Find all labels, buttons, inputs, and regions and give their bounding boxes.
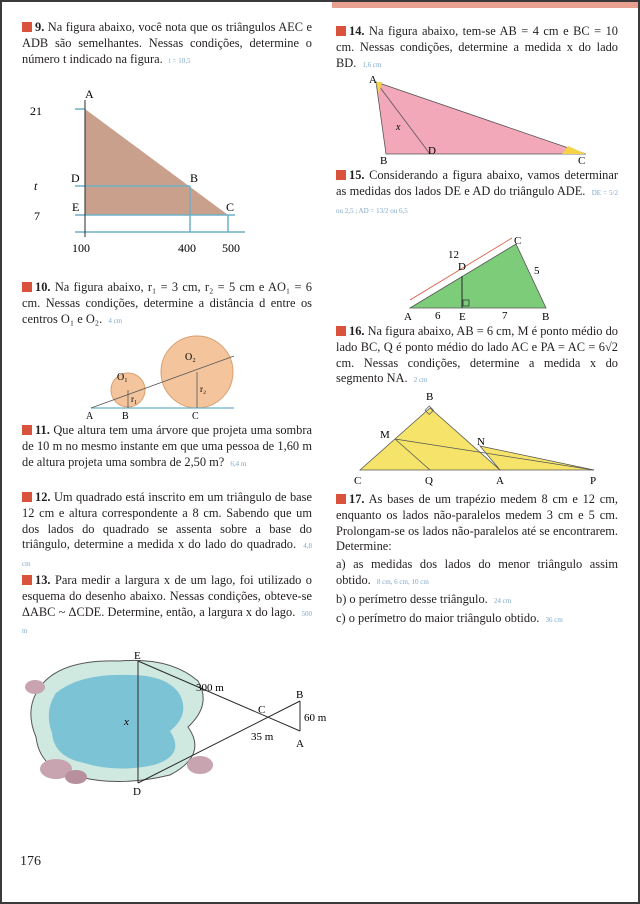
rock bbox=[187, 756, 213, 774]
exercise-item: a) as medidas dos lados do menor triângulo assim obtido. 8 cm, 6 cm, 10 cm bbox=[336, 557, 618, 587]
svg-text:A: A bbox=[296, 738, 304, 750]
answer-note: t = 10,5 bbox=[168, 56, 191, 65]
answer-note: 6,4 m bbox=[230, 459, 247, 468]
svg-text:O₂: O₂ bbox=[185, 352, 196, 363]
answer-note: 1,6 cm bbox=[362, 60, 382, 69]
exercise-marker-icon bbox=[336, 494, 346, 504]
exercise-15 bbox=[336, 168, 618, 219]
figure-14-triangle bbox=[362, 72, 602, 167]
svg-text:N: N bbox=[477, 436, 485, 448]
svg-text:t: t bbox=[34, 179, 38, 193]
answer-note: 2 cm bbox=[413, 376, 428, 385]
figure-13-lake bbox=[20, 647, 350, 797]
exercise-text: Considerando a figura abaixo, vamos determinar as medidas dos lados DE e AD do triângulo ADE. bbox=[336, 168, 618, 198]
exercise-11 bbox=[22, 423, 312, 472]
figure-9-graph bbox=[20, 82, 280, 262]
exercise-text: As bases de um trapézio medem 8 cm e 12 cm, enquanto os lados não-paralelos medem 3 cm e 5 cm. Prolongam-se os lados não-paralelos até se encontrarem. Determine: bbox=[336, 492, 618, 554]
svg-text:Q: Q bbox=[425, 475, 433, 486]
svg-text:B: B bbox=[122, 411, 129, 420]
svg-text:5: 5 bbox=[534, 265, 540, 277]
svg-text:B: B bbox=[380, 155, 388, 167]
svg-text:60 m: 60 m bbox=[304, 712, 327, 724]
page-number: 176 bbox=[20, 854, 41, 869]
svg-text:C: C bbox=[578, 155, 586, 167]
exercise-number: 16. bbox=[349, 324, 365, 338]
svg-text:A: A bbox=[85, 87, 94, 101]
svg-text:E: E bbox=[134, 650, 141, 662]
svg-text:P: P bbox=[590, 475, 597, 486]
triangle-abc bbox=[376, 82, 586, 154]
svg-text:B: B bbox=[190, 171, 199, 185]
svg-text:B: B bbox=[542, 311, 550, 322]
svg-text:D: D bbox=[71, 171, 80, 185]
svg-text:C: C bbox=[514, 235, 522, 247]
header-band bbox=[332, 2, 640, 8]
svg-text:A: A bbox=[369, 74, 377, 86]
svg-text:100: 100 bbox=[72, 241, 90, 255]
exercise-text: Na figura abaixo, r₁ = 3 cm, r₂ = 5 cm e AO₁ = 6 cm. Nessas condições, determine a distância d entre os centros O₁ e O₂. bbox=[22, 280, 312, 326]
exercise-text: Um quadrado está inscrito em um triângulo de base 12 cm e altura correspondente a 8 cm. Sabendo que um dos lados do quadrado se assenta sobre a base do triângulo, determine a medida x do lado do quadrado. bbox=[22, 490, 312, 552]
answer-note: 4 cm bbox=[108, 316, 123, 325]
svg-text:A: A bbox=[496, 475, 504, 486]
exercise-marker-icon bbox=[336, 170, 346, 180]
exercise-text: Na figura abaixo, tem-se AB = 4 cm e BC = 10 cm. Nessas condições, determine a medida x do lado BD. bbox=[336, 24, 618, 70]
lake-water bbox=[49, 675, 184, 769]
svg-text:x: x bbox=[396, 122, 401, 133]
svg-text:6: 6 bbox=[435, 310, 441, 322]
exercise-marker-icon bbox=[22, 575, 32, 585]
exercise-14 bbox=[336, 24, 618, 73]
figure-10-circles bbox=[82, 322, 252, 420]
exercise-number: 12. bbox=[35, 490, 51, 504]
svg-text:r₁: r₁ bbox=[131, 394, 138, 404]
svg-text:400: 400 bbox=[178, 241, 196, 255]
exercise-number: 10. bbox=[35, 280, 51, 294]
exercise-marker-icon bbox=[336, 26, 346, 36]
exercise-16 bbox=[336, 324, 618, 389]
exercise-marker-icon bbox=[336, 326, 346, 336]
exercise-13 bbox=[22, 573, 312, 640]
exercise-items bbox=[336, 557, 618, 628]
rock bbox=[25, 680, 45, 694]
figure-16-triangle bbox=[350, 386, 610, 486]
exercise-marker-icon bbox=[22, 492, 32, 502]
rock bbox=[65, 770, 87, 784]
svg-text:12: 12 bbox=[448, 249, 459, 261]
exercise-number: 14. bbox=[349, 24, 365, 38]
svg-text:21: 21 bbox=[30, 104, 42, 118]
svg-text:D: D bbox=[458, 261, 466, 273]
svg-text:A: A bbox=[404, 311, 412, 322]
exercise-marker-icon bbox=[22, 22, 32, 32]
svg-text:C: C bbox=[192, 411, 199, 420]
answer-note: 4,8 cm bbox=[22, 542, 312, 569]
svg-text:D: D bbox=[428, 145, 436, 157]
exercise-number: 9. bbox=[35, 20, 45, 34]
svg-text:x: x bbox=[124, 716, 129, 728]
svg-text:35 m: 35 m bbox=[251, 731, 274, 743]
svg-text:7: 7 bbox=[502, 310, 508, 322]
answer-note: DE = 5/2 ou 2,5 ; AD = 13/2 ou 6,5 bbox=[336, 188, 618, 215]
exercise-text: Que altura tem uma árvore que projeta uma sombra de 10 m no mesmo instante em que uma pessoa de 1,60 m de altura projeta uma sombra de 2,50 m? bbox=[22, 423, 312, 469]
exercise-number: 17. bbox=[349, 492, 365, 506]
svg-text:7: 7 bbox=[34, 209, 40, 223]
exercise-item: b) o perímetro desse triângulo. 24 cm bbox=[336, 591, 512, 606]
svg-text:B: B bbox=[296, 689, 304, 701]
svg-text:C: C bbox=[354, 475, 362, 486]
exercise-marker-icon bbox=[22, 282, 32, 292]
exercise-marker-icon bbox=[22, 425, 32, 435]
svg-text:C: C bbox=[226, 200, 235, 214]
exercise-number: 13. bbox=[35, 573, 51, 587]
svg-text:A: A bbox=[86, 411, 94, 420]
svg-text:B: B bbox=[426, 391, 434, 403]
exercise-text: Para medir a largura x de um lago, foi utilizado o esquema do desenho abaixo. Nessas condições, obteve-se ΔABC ~ ΔCDE. Determine, então, a largura x do lago. bbox=[22, 573, 312, 619]
svg-text:C: C bbox=[258, 704, 266, 716]
exercise-item: c) o perímetro do maior triângulo obtido. 36 cm bbox=[336, 610, 563, 625]
svg-text:D: D bbox=[133, 786, 141, 797]
svg-text:300 m: 300 m bbox=[196, 682, 224, 694]
figure-15-triangle bbox=[402, 230, 562, 322]
svg-text:M: M bbox=[380, 429, 390, 441]
exercise-text: Na figura abaixo, AB = 6 cm, M é ponto médio do lado BC, Q é ponto médio do lado AC e PA = AC = 6√2 cm. Nessas condições, determine a medida x do segmento NA. bbox=[336, 324, 618, 386]
svg-text:E: E bbox=[72, 200, 80, 214]
exercise-9 bbox=[22, 20, 312, 69]
svg-text:500: 500 bbox=[222, 241, 240, 255]
triangle-aec bbox=[85, 109, 228, 215]
exercise-text: Na figura abaixo, você nota que os triângulos AEC e ADB são semelhantes. Nessas condições, determine o número t indicado na figura. bbox=[22, 20, 312, 66]
svg-text:O₁: O₁ bbox=[117, 372, 128, 383]
exercise-17 bbox=[336, 492, 618, 629]
svg-text:r₂: r₂ bbox=[200, 384, 207, 394]
answer-note: 500 m bbox=[22, 609, 312, 636]
svg-text:E: E bbox=[459, 311, 466, 322]
exercise-number: 11. bbox=[35, 423, 50, 437]
triangle-abc bbox=[410, 244, 546, 308]
exercise-12 bbox=[22, 490, 312, 573]
exercise-number: 15. bbox=[349, 168, 365, 182]
